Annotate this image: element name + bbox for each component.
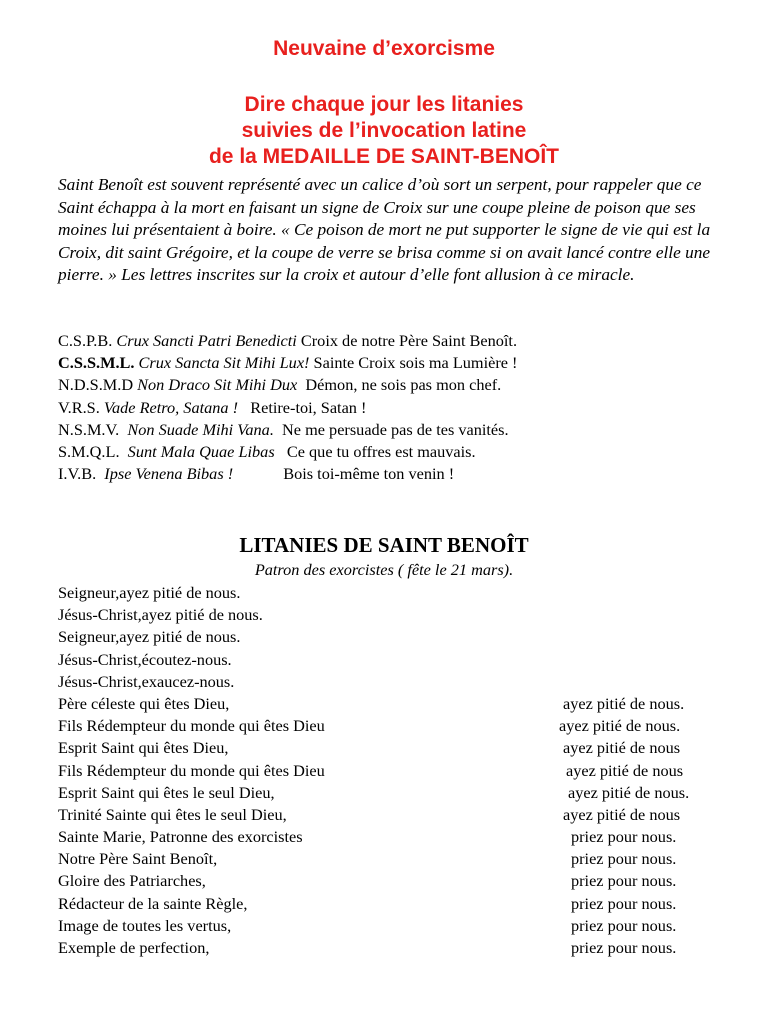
litany-invocation: Trinité Sainte qui êtes le seul Dieu, (58, 804, 287, 824)
litany-invocation: Image de toutes les vertus, (58, 915, 232, 935)
abbreviation-latin: Sunt Mala Quae Libas (127, 442, 275, 462)
litany-invocation: Esprit Saint qui êtes Dieu, (58, 738, 229, 758)
litany-line (58, 671, 728, 693)
litany-line (58, 760, 728, 782)
litanies-subtitle: Patron des exorcistes ( fête le 21 mars). (254, 560, 514, 579)
instruction-line-2: suivies de l’invocation latine (241, 119, 527, 142)
litany-invocation: Fils Rédempteur du monde qui êtes Dieu (58, 760, 325, 780)
abbreviation-row (58, 374, 718, 396)
litany-response: ayez pitié de nous (566, 760, 684, 780)
abbreviation-latin: Vade Retro, Satana ! (103, 397, 239, 417)
abbreviation-latin: Crux Sancti Patri Benedicti (116, 331, 297, 350)
litany-invocation: Seigneur,ayez pitié de nous. (58, 583, 241, 602)
litany-list (58, 582, 728, 959)
abbreviation-french: Bois toi-même ton venin ! (283, 464, 455, 484)
litany-invocation: Notre Père Saint Benoît, (58, 849, 218, 869)
litany-line (58, 737, 728, 759)
document-title: Neuvaine d’exorcisme (273, 37, 495, 60)
abbreviation-french: Ne me persuade pas de tes vanités. (282, 419, 509, 439)
litany-invocation: Seigneur,ayez pitié de nous. (58, 627, 241, 647)
instruction-line-1: Dire chaque jour les litanies (244, 93, 524, 116)
litany-line (58, 649, 728, 671)
litany-invocation: Jésus-Christ,écoutez-nous. (58, 649, 232, 669)
litany-invocation: Exemple de perfection, (58, 938, 210, 957)
abbreviation-row (58, 419, 718, 441)
litany-response: ayez pitié de nous (563, 738, 681, 758)
litany-line (58, 870, 728, 892)
litany-response: ayez pitié de nous (563, 804, 681, 824)
abbreviation-row (58, 352, 718, 374)
abbreviation-code: I.V.B. (58, 464, 97, 484)
litany-invocation: Gloire des Patriarches, (58, 871, 206, 891)
litany-invocation: Jésus-Christ,exaucez-nous. (58, 671, 235, 691)
litany-line (58, 715, 728, 737)
abbreviation-latin: Ipse Venena Bibas ! (104, 464, 234, 484)
litany-line (58, 937, 728, 959)
litany-line (58, 693, 728, 715)
instruction-line-3: de la MEDAILLE DE SAINT-BENOÎT (208, 145, 560, 168)
litany-line (58, 893, 728, 915)
litany-line (58, 582, 728, 604)
litany-invocation: Jésus-Christ,ayez pitié de nous. (58, 605, 263, 625)
litany-invocation: Père céleste qui êtes Dieu, (58, 693, 230, 713)
abbreviation-code: C.S.S.M.L. (58, 353, 135, 373)
medal-abbreviations-list (58, 330, 718, 485)
abbreviation-french: Démon, ne sois pas mon chef. (305, 375, 502, 395)
litany-response: priez pour nous. (571, 849, 677, 869)
litany-response: ayez pitié de nous. (563, 693, 685, 713)
litany-line (58, 626, 728, 648)
litany-response: priez pour nous. (571, 915, 677, 935)
abbreviation-code: N.D.S.M.D (58, 375, 134, 395)
litany-invocation: Esprit Saint qui êtes le seul Dieu, (58, 782, 275, 802)
litany-response: ayez pitié de nous. (568, 782, 690, 802)
litany-invocation: Fils Rédempteur du monde qui êtes Dieu (58, 716, 325, 736)
abbreviation-latin: Non Suade Mihi Vana. (127, 419, 274, 439)
abbreviation-code: S.M.Q.L. (58, 442, 120, 462)
abbreviation-french: Croix de notre Père Saint Benoît. (300, 331, 518, 350)
litanies-title: LITANIES DE SAINT BENOÎT (239, 533, 529, 557)
litany-response: priez pour nous. (571, 871, 677, 891)
abbreviation-row (58, 397, 718, 419)
litany-line (58, 848, 728, 870)
litany-line (58, 826, 728, 848)
litany-response: priez pour nous. (571, 893, 677, 913)
abbreviation-row (58, 463, 718, 485)
intro-paragraph: Saint Benoît est souvent représenté avec un calice d’où sort un serpent, pour rappeler que ce Saint échappa à la mort en faisant un signe de Croix sur une coupe pleine de poison que ses moines lui présentaient à boire. « Ce poison de mort ne put supporter le signe de vie qui est la Croix, dit saint Grégoire, et la coupe de verre se brisa comme si on avait lancé contre elle une pierre. » Les lettres inscrites sur la croix et autour d’elle font allusion à ce miracle. (58, 175, 711, 284)
abbreviation-code: V.R.S. (58, 397, 100, 417)
litany-response: priez pour nous. (571, 827, 677, 847)
litany-response: ayez pitié de nous. (559, 716, 681, 736)
litany-response: priez pour nous. (571, 938, 677, 957)
abbreviation-code: N.S.M.V. (58, 419, 120, 439)
litany-line (58, 804, 728, 826)
litany-invocation: Sainte Marie, Patronne des exorcistes (58, 827, 303, 847)
abbreviation-row (58, 330, 718, 352)
litany-line (58, 604, 728, 626)
abbreviation-french: Ce que tu offres est mauvais. (286, 442, 476, 462)
litany-line (58, 915, 728, 937)
abbreviation-french: Retire-toi, Satan ! (250, 397, 367, 417)
abbreviation-code: C.S.P.B. (58, 331, 113, 350)
abbreviation-latin: Non Draco Sit Mihi Dux (137, 375, 298, 395)
abbreviation-latin: Crux Sancta Sit Mihi Lux! (138, 353, 310, 373)
litany-line (58, 782, 728, 804)
abbreviation-row (58, 441, 718, 463)
abbreviation-french: Sainte Croix sois ma Lumière ! (313, 353, 518, 373)
litany-invocation: Rédacteur de la sainte Règle, (58, 893, 248, 913)
